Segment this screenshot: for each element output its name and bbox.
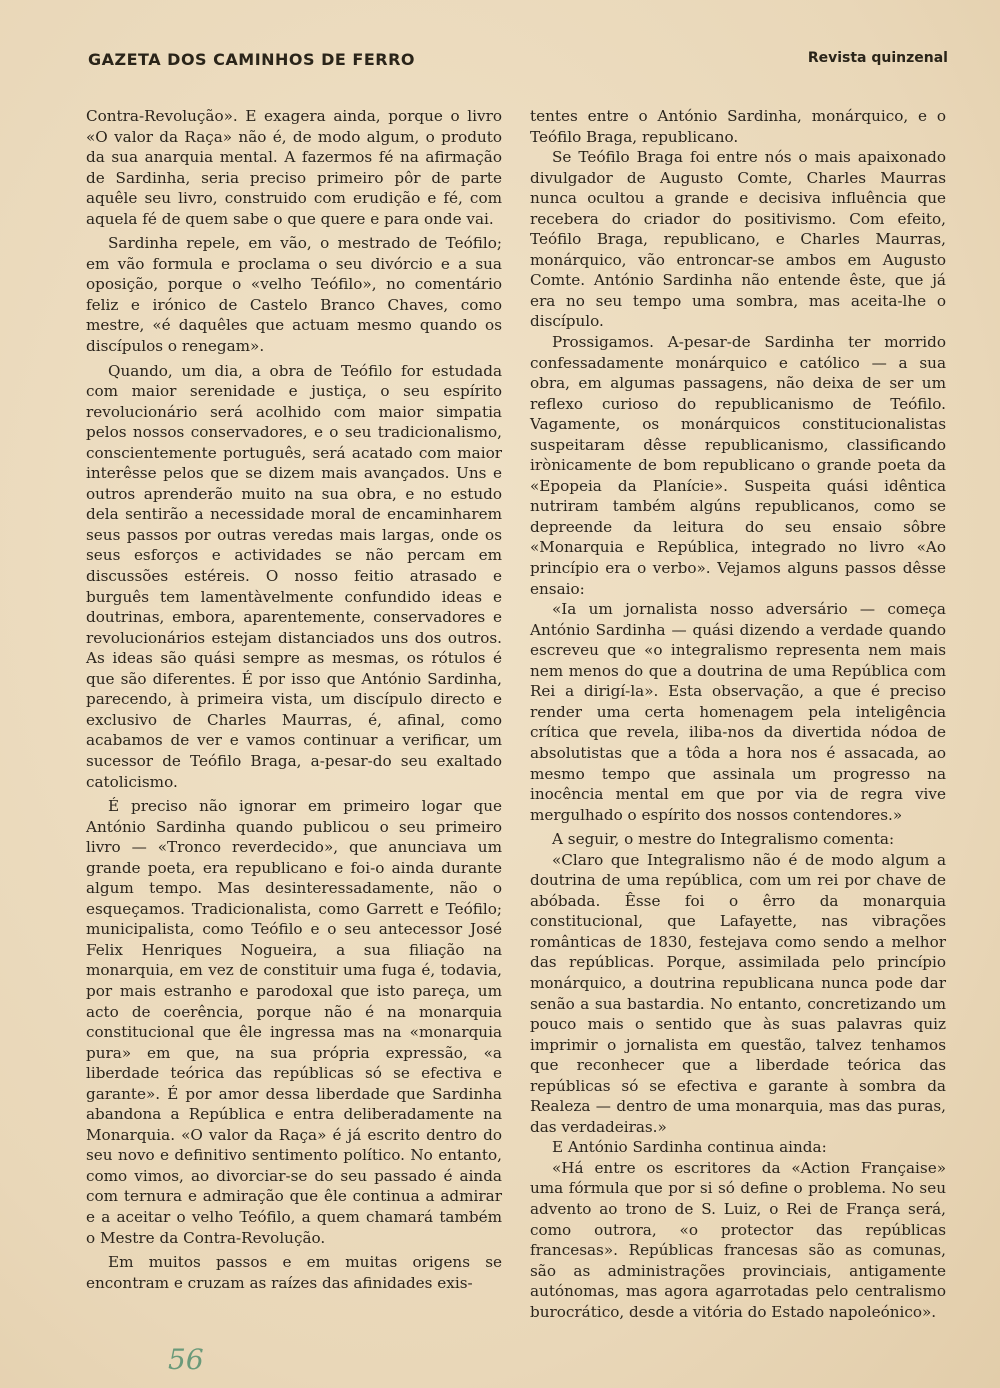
paragraph: Sardinha repele, em vão, o mestrado de Teófilo; em vão formula e proclama o seu divórcio e a sua oposição, porque o «velho Teófilo», no comentário feliz e irónico de Castelo Branco Chaves, como mestre, «é daquêles que actuam mesmo quando os discípulos o renegam». — [86, 234, 502, 356]
paragraph: É preciso não ignorar em primeiro logar que António Sardinha quando publicou o seu primeiro livro — «Tronco reverdecido», que anunciava um grande poeta, era republicano e foi-o ainda durante algum tempo. Mas desinteressadamente, não o esqueçamos. Tradicionalista, como Garrett e Teófilo; municipalista, como Teófilo e o seu antecessor José Felix Henriques Nogueira, a sua filiação na monarquia, em vez de constituir uma fuga é, todavia, por mais estranho e parodoxal que isto pareça, um acto de coerência, porque não é na monarquia constitucional que êle ingressa mas na «monarquia pura» em que, na sua própria expressão, «a liberdade teórica das repúblicas só se efectiva e garante». É por amor dessa liberdade que Sardinha abandona a República e entra deliberadamente na Monarquia. «O valor da Raça» é já escrito dentro do seu novo e definitivo sentimento político. No entanto, como vimos, ao divorciar-se do seu passado é ainda com ternura e admiração que êle continua a admirar e a aceitar o velho Teófilo, a quem chamará também o Mestre da Contra-Revolução. — [86, 797, 502, 1247]
paragraph: Prossigamos. A-pesar-de Sardinha ter morrido confessadamente monárquico e católico — a sua obra, em algumas passagens, não deixa de ser um reflexo curioso do republicanismo de Teófilo. Vagamente, os monárquicos constitucionalistas suspeitaram dêsse republicanismo, classificando irònicamente de bom republicano o grande poeta da «Epopeia da Planície». Suspeita quási idêntica nutriram também algúns republicanos, como se depreende da leitura do seu ensaio sôbre «Monarquia e República, integrado no livro «Ao princípio era o verbo». Vejamos alguns passos dêsse ensaio: — [530, 333, 946, 598]
paragraph: A seguir, o mestre do Integralismo comenta: — [552, 830, 895, 849]
paragraph: E António Sardinha continua ainda: — [552, 1138, 827, 1157]
paragraph: tentes entre o António Sardinha, monárquico, e o Teófilo Braga, republicano. — [530, 107, 946, 146]
paragraph: «Ia um jornalista nosso adversário — começa António Sardinha — quási dizendo a verdade quando escreveu que «o integralismo representa nem mais nem menos do que a doutrina de uma República com Rei a dirigí-la». Esta observação, a que é preciso render uma certa homenagem pela inteligência crítica que revela, iliba-nos da divertida nódoa de absolutistas que a tôda a hora nos é assacada, ao mesmo tempo que assinala um progresso na inocência mental em que por via de regra vive mergulhado o espírito dos nossos contendores.» — [530, 600, 946, 824]
paragraph: Contra-Revolução». E exagera ainda, porque o livro «O valor da Raça» não é, de modo algum, o produto da sua anarquia mental. A fazermos fé na afirmação de Sardinha, seria preciso primeiro pôr de parte aquêle seu livro, construido com erudição e fé, com aquela fé de quem sabe o que quere e para onde vai. — [86, 107, 502, 228]
paragraph: Se Teófilo Braga foi entre nós o mais apaixonado divulgador de Augusto Comte, Charles Maurras nunca ocultou a grande e decisiva influência que recebera do criador do positivismo. Com efeito, Teófilo Braga, republicano, e Charles Maurras, monárquico, vão entroncar-se ambos em Augusto Comte. António Sardinha não entende êste, que já era no seu tempo uma sombra, mas aceita-lhe o discípulo. — [530, 148, 946, 331]
paragraph: «Há entre os escritores da «Action Française» uma fórmula que por si só define o problema. No seu advento ao trono de S. Luiz, o Rei de França será, como outrora, «o protector das repúblicas francesas». Repúblicas francesas são as comunas, são as administrações provinciais, antigamente autónomas, mas agora agarrotadas pelo centralismo burocrático, desde a vitória do Estado napoleónico». — [530, 1158, 946, 1321]
journal-frequency: Revista quinzenal — [807, 50, 948, 66]
journal-title: GAZETA DOS CAMINHOS DE FERRO — [88, 50, 416, 69]
right-column — [530, 106, 946, 1322]
paragraph: «Claro que Integralismo não é de modo algum a doutrina de uma república, com um rei por chave de abóbada. Êsse foi o êrro da monarquia constitucional, que Lafayette, nas vibrações românticas de 1830, festejava como sendo a melhor das repúblicas. Porque, assimilada pelo princípio monárquico, a doutrina republicana nunca pode dar senão a sua bastardia. No entanto, concretizando um pouco mais o sentido que às suas palavras quiz imprimir o jornalista em questão, talvez tenhamos que reconhecer que a liberdade teórica das repúblicas só se efectiva e garante à sombra da Realeza — dentro de uma monarquia, mas das puras, das verdadeiras.» — [530, 850, 946, 1136]
paragraph: Em muitos passos e em muitas origens se encontram e cruzam as raízes das afinidades exis- — [86, 1253, 502, 1292]
page-number: 56 — [168, 1343, 204, 1376]
running-header — [88, 50, 948, 72]
left-column — [86, 106, 502, 1293]
paragraph: Quando, um dia, a obra de Teófilo for estudada com maior serenidade e justiça, o seu espírito revolucionário será acolhido com maior simpatia pelos nossos conservadores, e o seu tradicionalismo, conscientemente português, será acatado com maior interêsse pelos que se dizem mais avançados. Uns e outros aprenderão muito na sua obra, e no estudo dela sentirão a necessidade moral de encaminharem seus passos por outras veredas mais largas, onde os seus esforços e actividades se não percam em discussões estéreis. O nosso feitio atrasado e burguês tem lamentàvelmente confundido ideas e doutrinas, embora, aparentemente, conservadores e revolucionários estejam distanciados uns dos outros. As ideas são quási sempre as mesmas, os rótulos é que são diferentes. É por isso que António Sardinha, parecendo, à primeira vista, um discípulo directo e exclusivo de Charles Maurras, é, afinal, como acabamos de ver e vamos continuar a verificar, um sucessor de Teófilo Braga, a-pesar-do seu exaltado catolicismo. — [86, 361, 502, 791]
